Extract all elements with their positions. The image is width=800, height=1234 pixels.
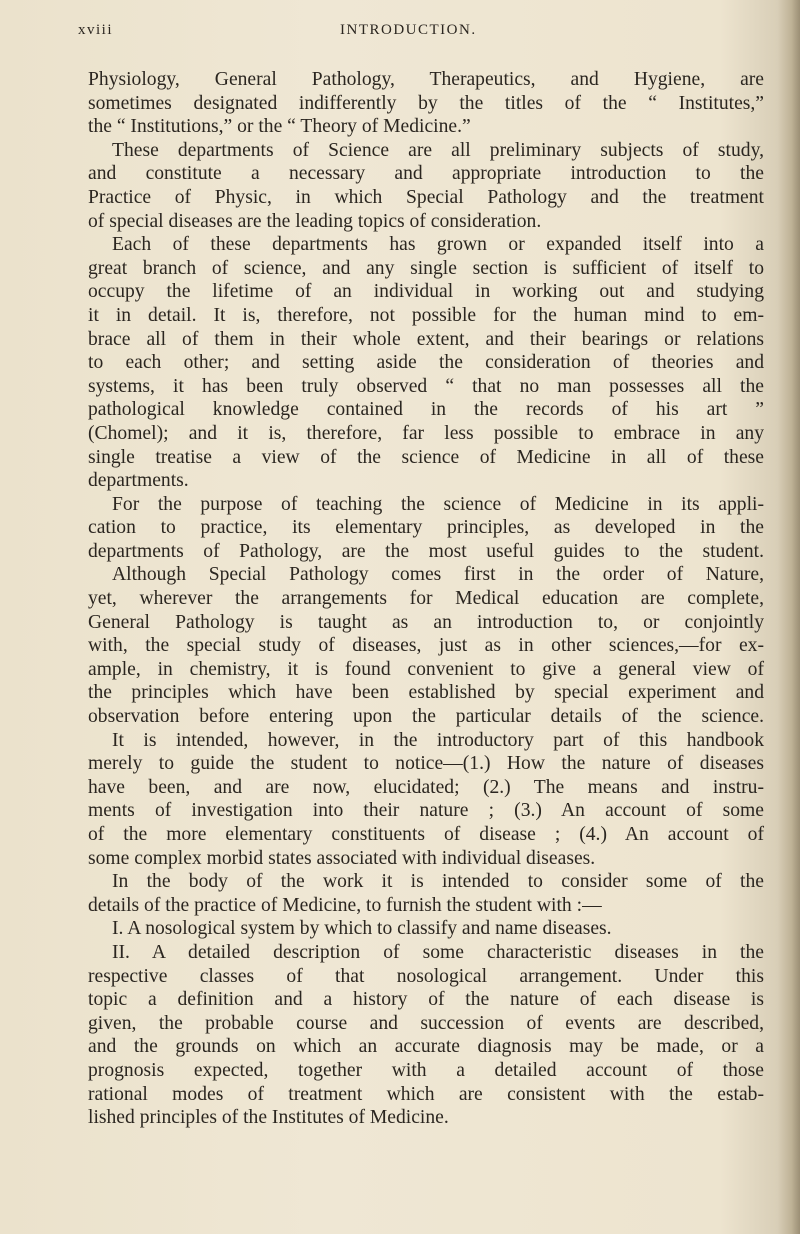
text-line: respective classes of that nosological arrangement. Under this [88, 965, 764, 987]
text-line: ments of investigation into their nature ; (3.) An account of some [88, 800, 764, 822]
text-line: pathological knowledge contained in the records of his art ” [88, 399, 764, 421]
text-line: brace all of them in their whole extent, and their bearings or relations [88, 328, 764, 350]
page-header [78, 22, 760, 48]
text-line: of the more elementary constituents of disease ; (4.) An account of [88, 824, 764, 845]
text-line: it in detail. It is, therefore, not possible for the human mind to em- [88, 304, 764, 326]
text-line: departments of Pathology, are the most useful guides to the student. [88, 540, 764, 562]
text-line: some complex morbid states associated with individual diseases. [88, 847, 596, 869]
text-line: II. A detailed description of some characteristic diseases in the [112, 941, 764, 963]
text-line: In the body of the work it is intended to consider some of the [112, 871, 764, 893]
text-line: and constitute a necessary and appropriate introduction to the [88, 163, 764, 185]
text-line: sometimes designated indifferently by the titles of the “ Institutes,” [88, 92, 764, 114]
text-line: the “ Institutions,” or the “ Theory of Medicine.” [88, 116, 471, 138]
text-line: single treatise a view of the science of Medicine in all of these [88, 446, 764, 468]
text-line: topic a definition and a history of the nature of each disease is [88, 989, 764, 1011]
text-line: systems, it has been truly observed “ that no man possesses all the [88, 375, 764, 397]
text-line: prognosis expected, together with a detailed account of those [88, 1059, 764, 1081]
page-number: xviii [78, 22, 114, 38]
text-line: to each other; and setting aside the consideration of theories and [88, 352, 764, 374]
text-line: details of the practice of Medicine, to furnish the student with :— [88, 894, 602, 916]
text-line: have been, and are now, elucidated; (2.) The means and instru- [88, 776, 764, 798]
text-line: Each of these departments has grown or expanded itself into a [112, 234, 764, 256]
text-line: General Pathology is taught as an introduction to, or conjointly [88, 611, 764, 633]
text-line: These departments of Science are all preliminary subjects of study, [112, 139, 764, 161]
text-line: and the grounds on which an accurate diagnosis may be made, or a [88, 1036, 764, 1058]
text-line: rational modes of treatment which are consistent with the estab- [88, 1083, 764, 1105]
text-line: cation to practice, its elementary principles, as developed in the [88, 517, 764, 539]
text-line: merely to guide the student to notice—(1.) How the nature of diseases [88, 753, 764, 775]
text-line: with, the special study of diseases, just as in other sciences,—for ex- [88, 635, 764, 657]
running-head: INTRODUCTION. [340, 22, 477, 38]
text-line: Although Special Pathology comes first in the order of Nature, [112, 564, 764, 586]
text-line: the principles which have been established by special experiment and [88, 682, 764, 704]
text-line: given, the probable course and succession of events are described, [88, 1012, 764, 1034]
text-line: It is intended, however, in the introductory part of this handbook [112, 729, 764, 751]
text-line: occupy the lifetime of an individual in working out and studying [88, 281, 764, 303]
text-line: yet, wherever the arrangements for Medical education are complete, [88, 588, 764, 610]
text-line: lished principles of the Institutes of Medicine. [88, 1107, 449, 1129]
text-line: (Chomel); and it is, therefore, far less possible to embrace in any [88, 422, 764, 444]
page-edge-shadow [778, 0, 800, 1234]
text-line: departments. [88, 470, 189, 492]
text-line: Practice of Physic, in which Special Pathology and the treatment [88, 186, 764, 208]
body-text [88, 68, 764, 1130]
text-line: great branch of science, and any single section is sufficient of itself to [88, 257, 764, 279]
text-line: For the purpose of teaching the science of Medicine in its appli- [112, 493, 764, 515]
text-line: I. A nosological system by which to classify and name diseases. [112, 918, 612, 940]
text-line: observation before entering upon the particular details of the science. [88, 706, 764, 728]
text-line: ample, in chemistry, it is found convenient to give a general view of [88, 658, 764, 680]
text-line: of special diseases are the leading topics of consideration. [88, 210, 542, 232]
text-line: Physiology, General Pathology, Therapeutics, and Hygiene, are [88, 69, 764, 90]
